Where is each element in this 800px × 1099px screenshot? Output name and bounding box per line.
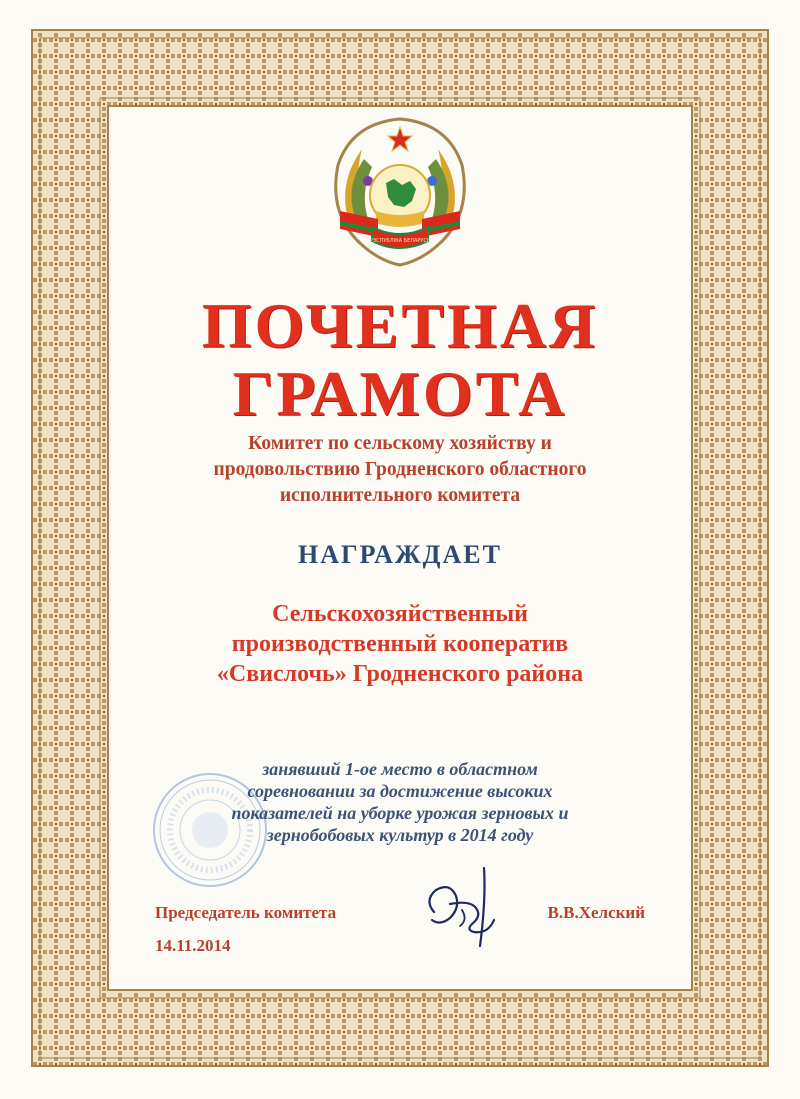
recipient-line-1: Сельскохозяйственный xyxy=(272,601,528,627)
state-emblem xyxy=(322,115,478,275)
issuer-line-2: продовольствию Гродненского областного xyxy=(213,459,587,480)
signature xyxy=(410,860,520,950)
awards-heading: НАГРАЖДАЕТ xyxy=(298,540,502,569)
emblem-ribbon-text: РЭСПУБЛІКА БЕЛАРУСЬ xyxy=(369,238,431,244)
title-line-2: ГРАМОТА xyxy=(232,358,568,429)
issuer-line-1: Комитет по сельскому хозяйству и xyxy=(248,433,552,454)
signatory-name: В.В.Хелский xyxy=(547,903,645,922)
reason-line-4: зернобобовых культур в 2014 году xyxy=(266,825,534,845)
recipient-line-3: «Свислочь» Гродненского района xyxy=(216,661,584,687)
reason-line-3: показателей на уборке урожая зерновых и xyxy=(231,803,569,823)
issue-date: 14.11.2014 xyxy=(155,936,231,955)
title-line-1: ПОЧЕТНАЯ xyxy=(201,290,599,361)
issuer-line-3: исполнительного комитета xyxy=(279,485,521,506)
reason-line-1: занявший 1-ое место в областном xyxy=(262,759,538,779)
recipient-line-2: производственный кооператив xyxy=(231,631,569,657)
signatory-position: Председатель комитета xyxy=(155,903,337,922)
reason-line-2: соревновании за достижение высоких xyxy=(247,781,553,801)
red-star-icon xyxy=(388,127,412,151)
